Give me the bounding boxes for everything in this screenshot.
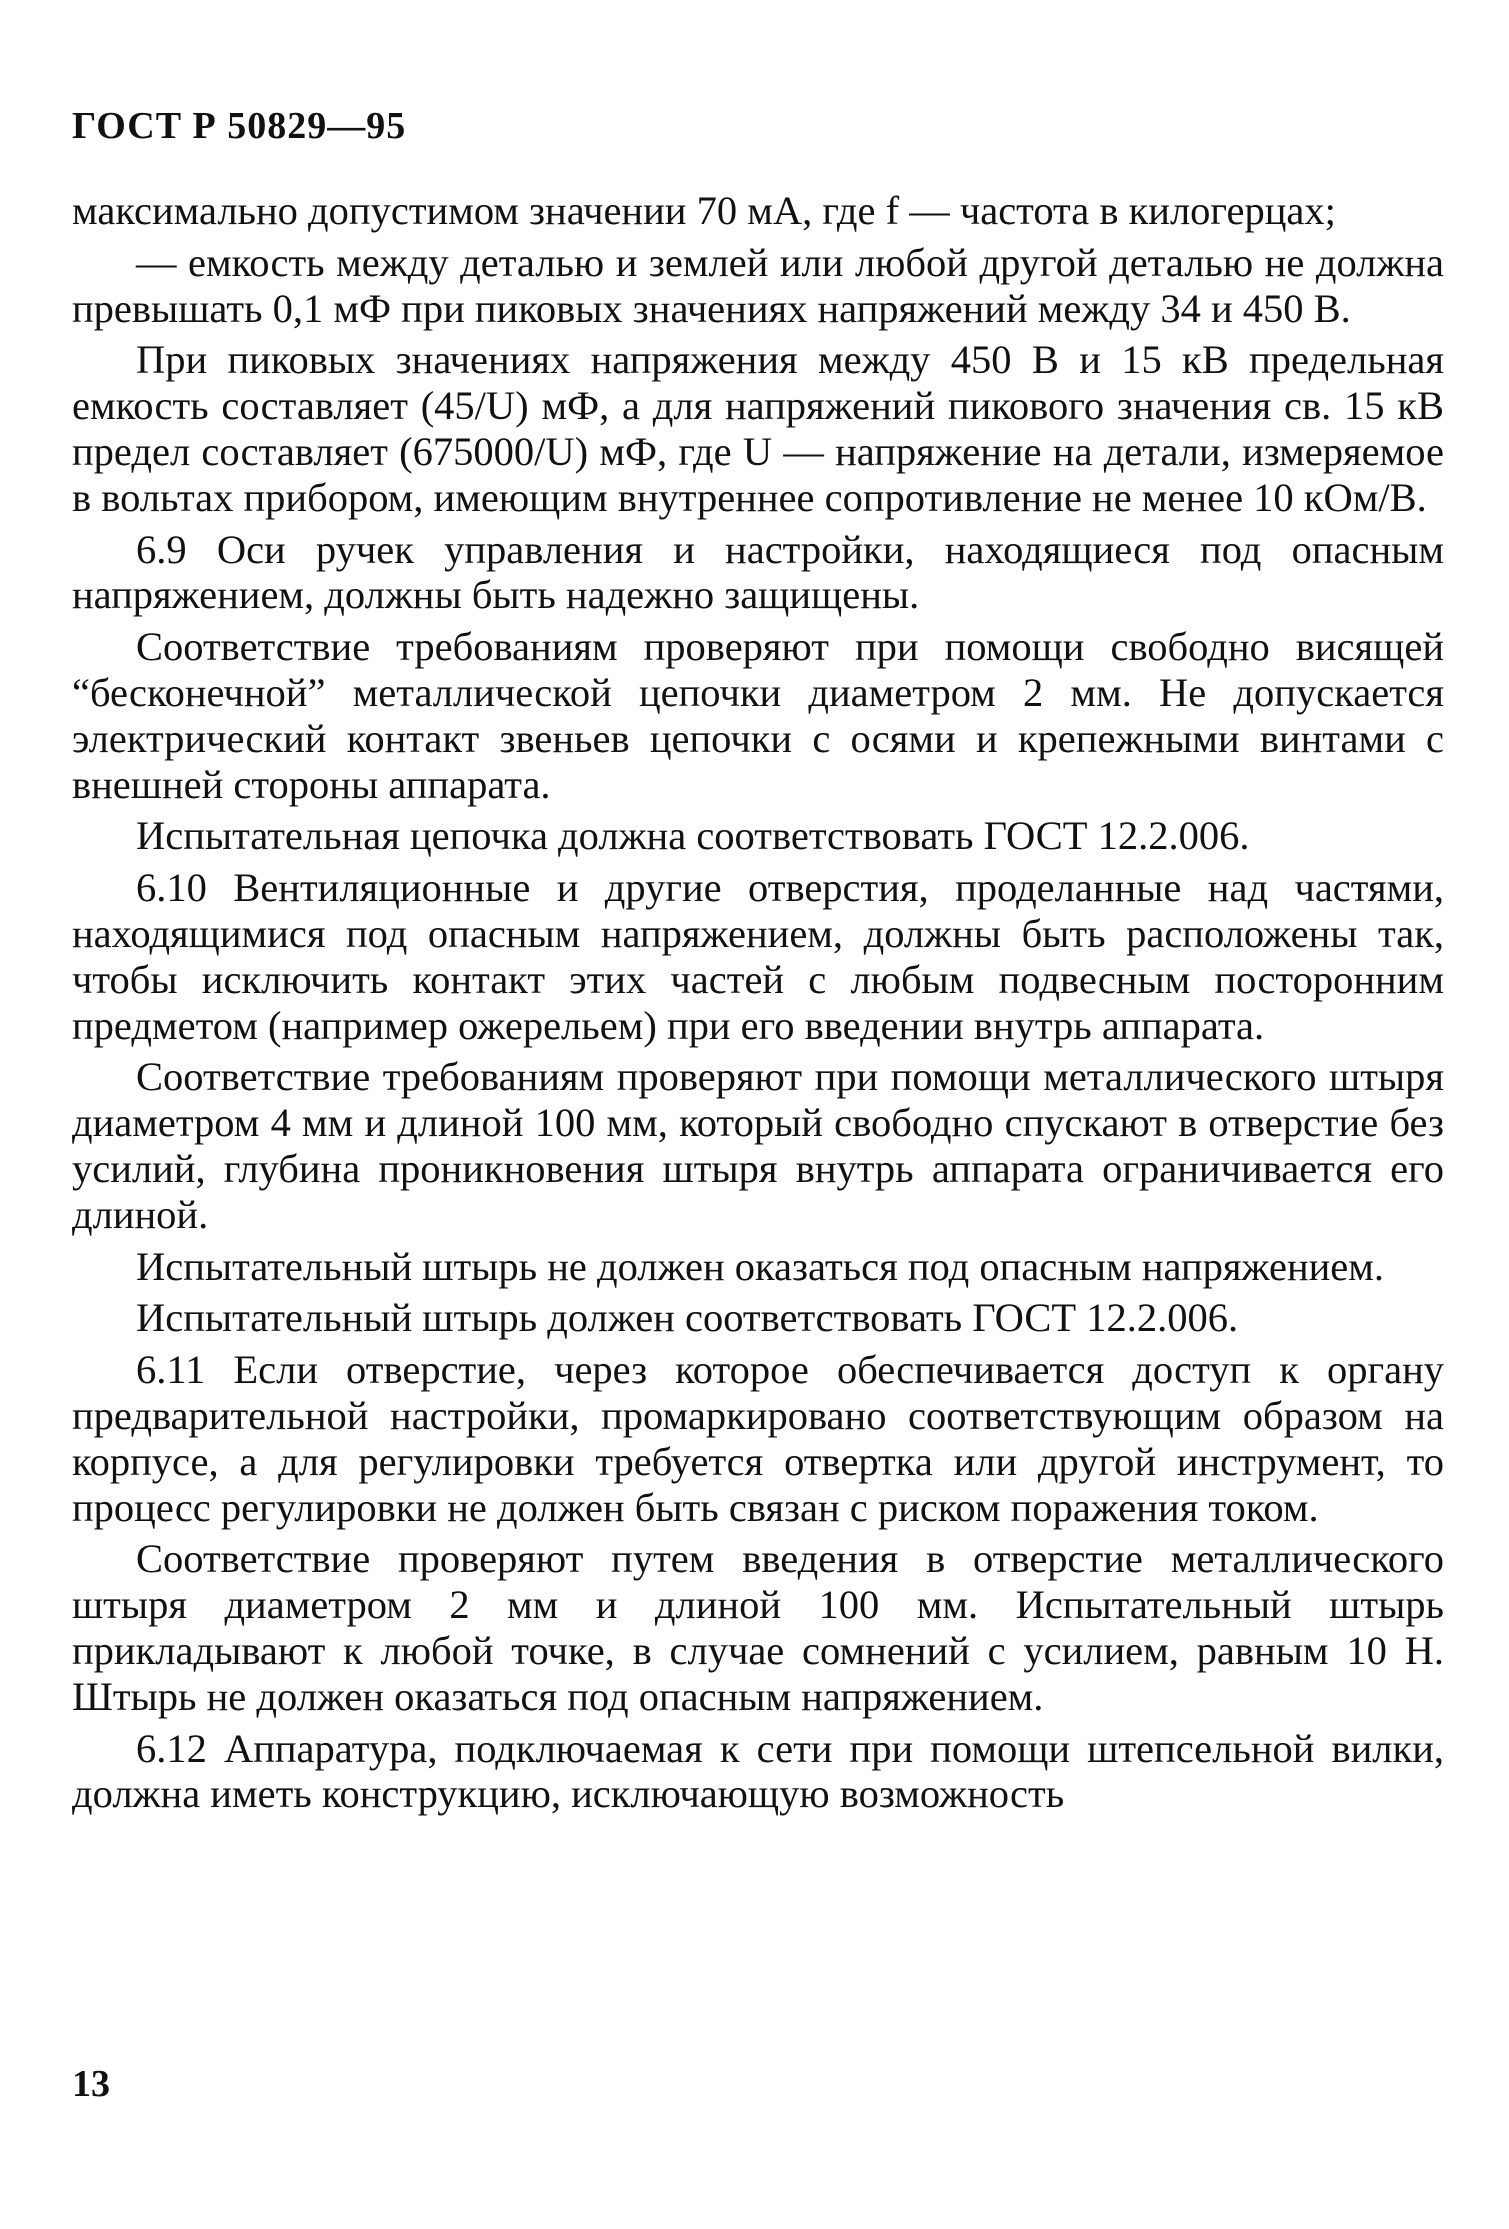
paragraph-chain-standard: Испытательная цепочка должна соответствовать ГОСТ 12.2.006. bbox=[136, 813, 1250, 859]
paragraph-pin-insertion-test: Соответствие проверяют путем введения в отверстие металлического штыря диаметром 2 мм и длиной 100 мм. Испытательный штырь прикладывают к любой точке, в случае сомнений с усилием, равным 10 Н. Штырь не должен оказаться под опасным напряжением. bbox=[72, 1536, 1444, 1719]
paragraph-continuation: максимально допустимом значении 70 мА, где f — частота в килогерцах; bbox=[72, 188, 1336, 233]
paragraph-pin-voltage: Испытательный штырь не должен оказаться под опасным напряжением. bbox=[136, 1243, 1385, 1289]
paragraph-section-6-12: 6.12 Аппаратура, подключаемая к сети при помощи штепсельной вилки, должна иметь конструкцию, исключающую возможность bbox=[72, 1725, 1444, 1817]
paragraph-pin-test: Соответствие требованиям проверяют при помощи металлического штыря диаметром 4 мм и длиной 100 мм, который свободно спускают в отверстие без усилий, глубина проникновения штыря внутрь аппарата ограничивается его длиной. bbox=[72, 1054, 1444, 1237]
paragraph-pin-standard: Испытательный штырь должен соответствовать ГОСТ 12.2.006. bbox=[136, 1295, 1239, 1341]
document-header: ГОСТ Р 50829—95 bbox=[72, 105, 407, 147]
paragraph-section-6-9: 6.9 Оси ручек управления и настройки, находящиеся под опасным напряжением, должны быть надежно защищены. bbox=[72, 526, 1444, 618]
document-body bbox=[72, 188, 1444, 1823]
page-number: 13 bbox=[72, 2063, 110, 2105]
paragraph-capacitance-limit: — емкость между деталью и землей или любой другой деталью не должна превышать 0,1 мФ при пиковых значениях напряжений между 34 и 450 В. bbox=[72, 239, 1444, 331]
paragraph-chain-test: Соответствие требованиям проверяют при помощи свободно висящей “бесконечной” металлической цепочки диаметром 2 мм. Не допускается электрический контакт звеньев цепочки с осями и крепежными винтами с внешней стороны аппарата. bbox=[72, 624, 1444, 807]
paragraph-section-6-10: 6.10 Вентиляционные и другие отверстия, проделанные над частями, находящимися под опасным напряжением, должны быть расположены так, чтобы исключить контакт этих частей с любым подвесным посторонним предметом (например ожерельем) при его введении внутрь аппарата. bbox=[72, 865, 1444, 1048]
paragraph-peak-voltage: При пиковых значениях напряжения между 450 В и 15 кВ предельная емкость составляет (45/U) мФ, а для напряжений пикового значения св. 15 кВ предел составляет (675000/U) мФ, где U — напряжение на детали, измеряемое в вольтах прибором, имеющим внутреннее сопротивление не менее 10 кОм/В. bbox=[72, 337, 1444, 520]
paragraph-section-6-11: 6.11 Если отверстие, через которое обеспечивается доступ к органу предварительной настройки, промаркировано соответствующим образом на корпусе, а для регулировки требуется отвертка или другой инструмент, то процесс регулировки не должен быть связан с риском поражения током. bbox=[72, 1347, 1444, 1530]
